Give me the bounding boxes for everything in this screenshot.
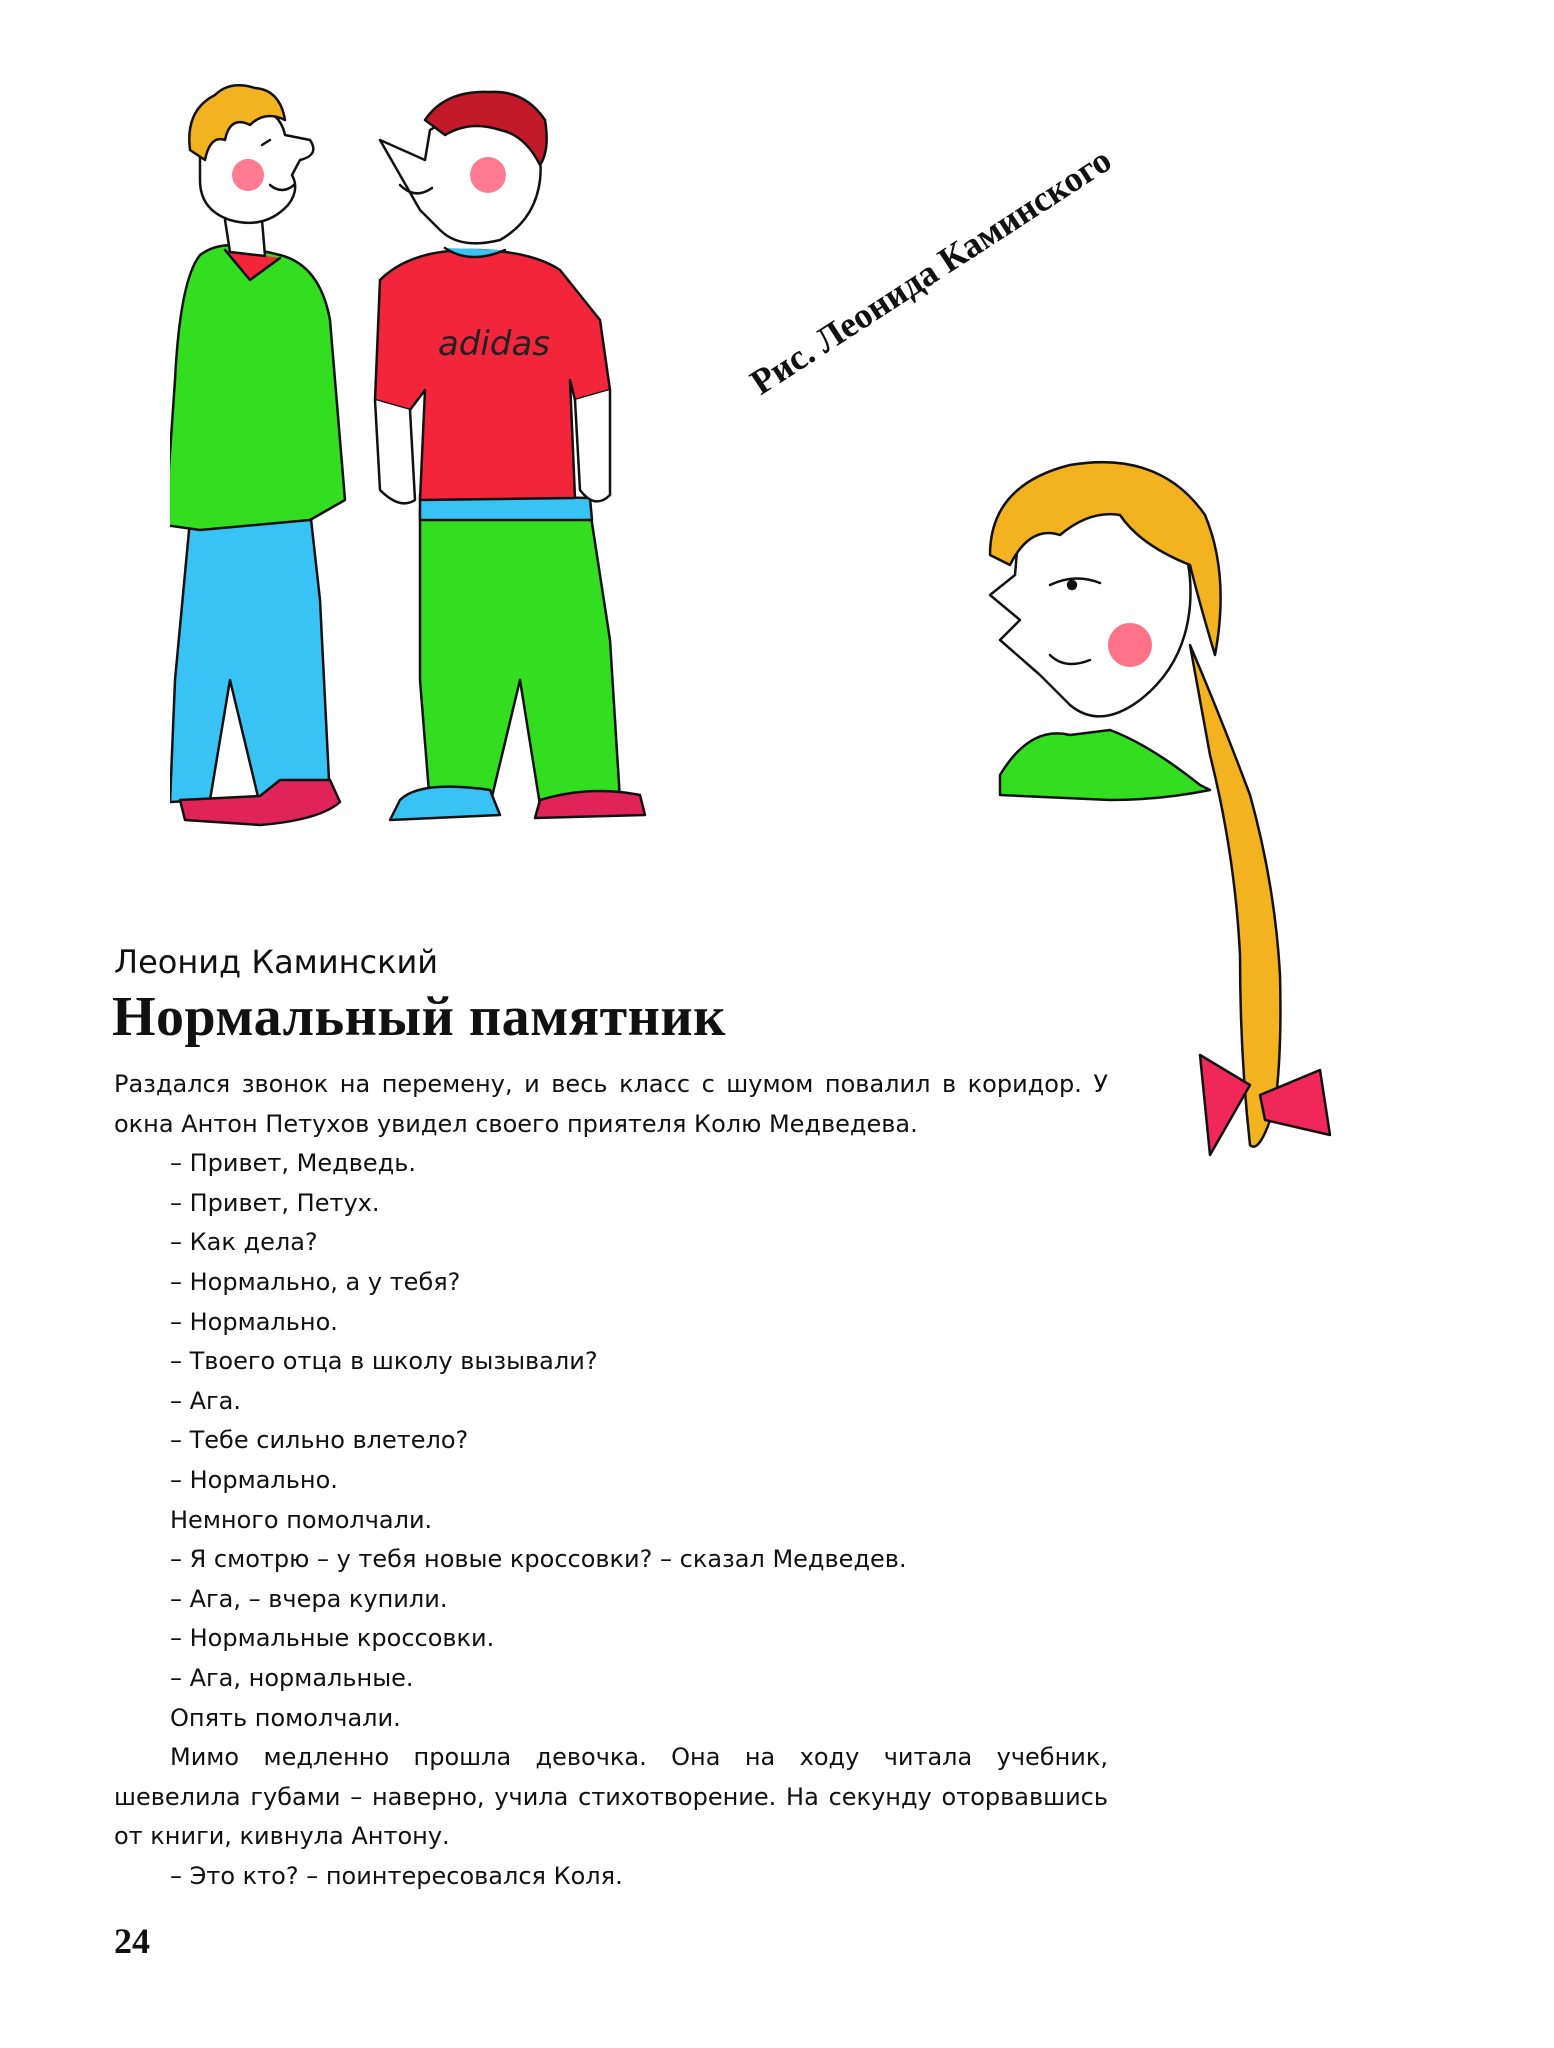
dialogue-line: – Ага. [170, 1386, 241, 1415]
narration-line: Немного помолчали. [170, 1505, 433, 1534]
story-title: Нормальный памятник [112, 986, 726, 1048]
dialogue-line: – Тебе сильно влетело? [170, 1426, 469, 1455]
dialogue-line: – Нормально. [170, 1307, 338, 1336]
story-text [114, 1065, 1108, 1896]
dialogue-line: – Нормально, а у тебя? [170, 1267, 461, 1296]
dialogue-line: – Твоего отца в школу вызывали? [170, 1347, 598, 1376]
left-boy-jeans [170, 510, 330, 805]
dialogue-line: – Привет, Петух. [170, 1188, 380, 1217]
illustration-credit-text: Рис. Леонида Каминского [743, 139, 1119, 403]
dialogue-line: – Ага, нормальные. [170, 1663, 414, 1692]
dialogue-line: – Это кто? – поинтересовался Коля. [170, 1861, 623, 1890]
girl-sweater [1000, 730, 1210, 800]
dialogue-line: – Привет, Медведь. [170, 1149, 416, 1178]
paragraph: Мимо медленно прошла девочка. Она на ходу читала учебник, шевелила губами – наверно, учила стихотворение. На секунду оторвавшись от книги, кивнула Антону. [114, 1743, 1108, 1851]
narration-line: Опять помолчали. [170, 1703, 401, 1732]
page-number: 24 [114, 1921, 150, 1961]
author-name: Леонид Каминский [114, 943, 439, 981]
dialogue-line: – Нормальные кроссовки. [170, 1624, 495, 1653]
dialogue-line: – Ага, – вчера купили. [170, 1584, 448, 1613]
dialogue-line: – Нормально. [170, 1465, 338, 1494]
dialogue-line: – Как дела? [170, 1228, 318, 1257]
left-boy-jacket [170, 245, 345, 530]
right-boy-pants [420, 510, 620, 805]
shirt-logo: adidas [438, 324, 550, 364]
right-boy-shoes [390, 787, 500, 820]
paragraph: Раздался звонок на перемену, и весь класс с шумом повалил в коридор. У окна Антон Петухов увидел своего приятеля Колю Медведева. [114, 1070, 1108, 1138]
boys-illustration [170, 80, 790, 850]
dialogue-line: – Я смотрю – у тебя новые кроссовки? – сказал Медведев. [170, 1545, 907, 1574]
